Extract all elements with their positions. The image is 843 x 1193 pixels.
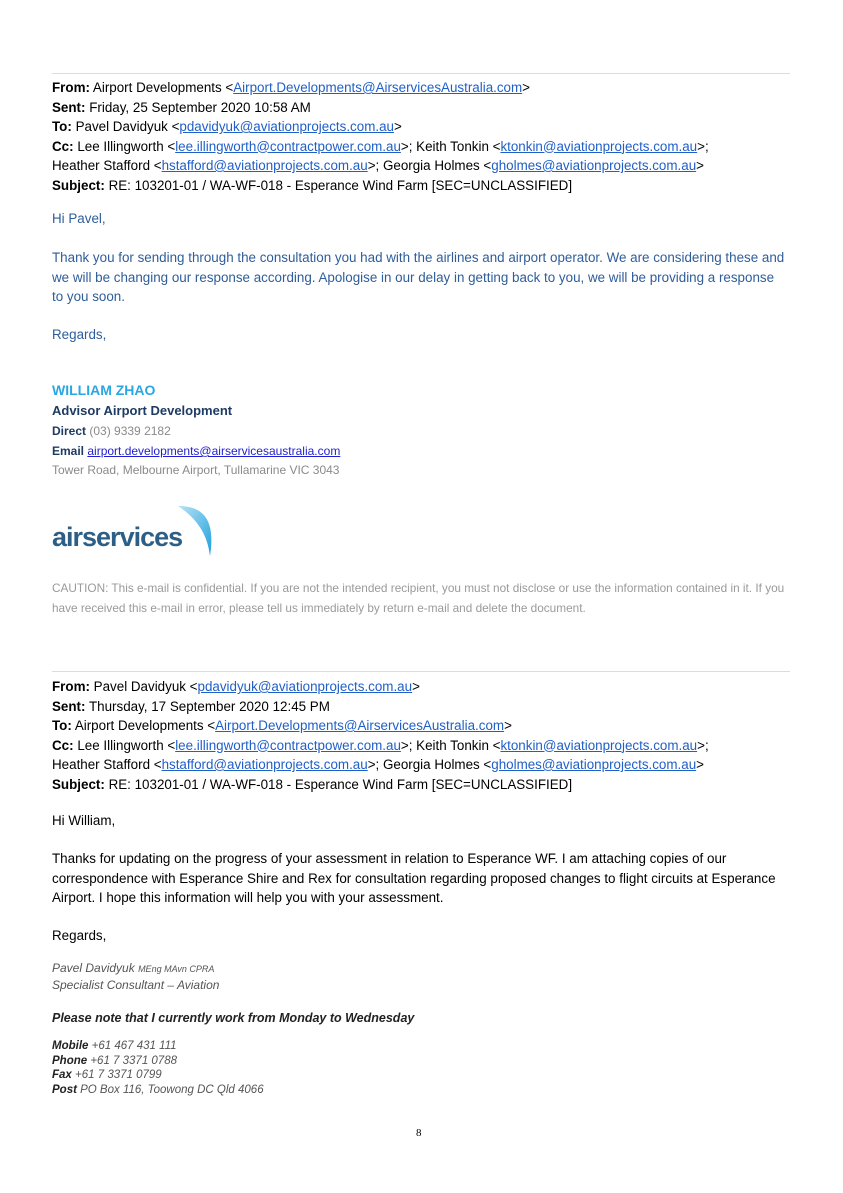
subject-line xyxy=(52,176,792,196)
cc-email-link[interactable]: ktonkin@aviationprojects.com.au xyxy=(500,138,698,154)
cc-name: >; Georgia Holmes < xyxy=(367,757,492,772)
sent-value: Friday, 25 September 2020 10:58 AM xyxy=(89,99,311,115)
signature-title: Advisor Airport Development xyxy=(52,403,233,418)
cc-email-link[interactable]: gholmes@aviationprojects.com.au xyxy=(491,158,697,173)
cc-email-link[interactable]: hstafford@aviationprojects.com.au xyxy=(161,158,368,173)
from-line: From: Airport Developments <Airport.Developments@AirservicesAustralia.com> xyxy=(52,80,530,95)
contact-fax xyxy=(52,1069,162,1081)
signature-email-link[interactable]: airport.developments@airservicesaustralia.com xyxy=(87,444,341,458)
from-email-link[interactable]: Airport.Developments@AirservicesAustralia.com xyxy=(233,80,523,95)
separator-line xyxy=(52,73,790,74)
fax-label: Fax xyxy=(52,1069,72,1081)
from-line: From: Pavel Davidyuk <pdavidyuk@aviationprojects.com.au> xyxy=(52,679,420,694)
sent-label: Sent: xyxy=(52,698,86,714)
contact-mobile xyxy=(52,1040,177,1052)
cc-name: Lee Illingworth < xyxy=(77,138,176,154)
cc-line: Cc: Lee Illingworth <lee.illingworth@contractpower.com.au>; Keith Tonkin <ktonkin@aviationprojects.com.au>; xyxy=(52,737,709,753)
closing: Regards, xyxy=(52,928,107,943)
sent-line xyxy=(52,697,792,717)
cc-name: Heather Stafford < xyxy=(52,158,162,173)
greeting: Hi Pavel, xyxy=(52,211,106,226)
from-name: Pavel Davidyuk < xyxy=(93,679,198,694)
email-label: Email xyxy=(52,444,85,458)
signature-direct xyxy=(52,424,171,438)
message-body: Thanks for updating on the progress of your assessment in relation to Esperance WF. I am attaching copies of our correspondence with Esperance Shire and Rex for consultation regarding proposed changes to flight circuits at Esperance Airport. I hope this information will help you with your assessment. xyxy=(52,851,776,905)
airservices-logo xyxy=(52,500,222,560)
post-label: Post xyxy=(52,1084,77,1096)
contact-post xyxy=(52,1084,264,1096)
direct-label: Direct xyxy=(52,424,87,438)
fax-value: +61 7 3371 0799 xyxy=(75,1069,162,1081)
sent-line xyxy=(52,98,792,118)
cc-name: Heather Stafford < xyxy=(52,757,162,772)
greeting: Hi William, xyxy=(52,813,116,828)
separator-line xyxy=(52,671,790,672)
subject-value: RE: 103201-01 / WA-WF-018 - Esperance Wind Farm [SEC=UNCLASSIFIED] xyxy=(108,776,573,792)
sent-value: Thursday, 17 September 2020 12:45 PM xyxy=(88,698,330,714)
signature-name: WILLIAM ZHAO xyxy=(52,382,156,398)
confidentiality-notice: CAUTION: This e-mail is confidential. If you are not the intended recipient, you must not disclose or use the information contained in it. If you have received this e-mail in error, please tell us immediately by return e-mail and delete the document. xyxy=(52,581,785,615)
closing: Regards, xyxy=(52,327,107,342)
cc-label: Cc: xyxy=(52,737,74,753)
phone-label: Phone xyxy=(52,1055,88,1067)
cc-line-continued: Heather Stafford <hstafford@aviationprojects.com.au>; Georgia Holmes <gholmes@aviationprojects.com.au> xyxy=(52,158,704,173)
cc-name: >; Georgia Holmes < xyxy=(367,158,492,173)
email-header-2 xyxy=(52,677,792,794)
to-name: Pavel Davidyuk < xyxy=(75,119,180,134)
message-body: Thank you for sending through the consultation you had with the airlines and airport operator. We are considering these and we will be changing our response according. Apologise in our delay in getting back to you, we will be providing a response to you soon. xyxy=(52,250,785,304)
to-label: To: xyxy=(52,718,72,733)
cc-name: Lee Illingworth < xyxy=(77,737,176,753)
from-name: Airport Developments < xyxy=(92,80,234,95)
address-value: Tower Road, Melbourne Airport, Tullamarine VIC 3043 xyxy=(52,463,340,477)
signature-role: Specialist Consultant – Aviation xyxy=(52,978,220,992)
mobile-label: Mobile xyxy=(52,1040,89,1052)
from-label: From: xyxy=(52,80,90,95)
subject-line xyxy=(52,775,792,795)
page-number: 8 xyxy=(416,1127,422,1139)
logo-text: airservices xyxy=(52,522,183,552)
to-label: To: xyxy=(52,119,72,134)
phone-value: +61 7 3371 0788 xyxy=(90,1055,177,1067)
cc-label: Cc: xyxy=(52,138,74,154)
cc-line-continued: Heather Stafford <hstafford@aviationprojects.com.au>; Georgia Holmes <gholmes@aviationprojects.com.au> xyxy=(52,757,704,772)
cc-email-link[interactable]: ktonkin@aviationprojects.com.au xyxy=(500,737,698,753)
cc-line: Cc: Lee Illingworth <lee.illingworth@contractpower.com.au>; Keith Tonkin <ktonkin@aviationprojects.com.au>; xyxy=(52,138,709,154)
cc-name: >; Keith Tonkin < xyxy=(400,737,501,753)
subject-label: Subject: xyxy=(52,177,105,193)
mobile-value: +61 467 431 111 xyxy=(91,1040,177,1052)
cc-email-link[interactable]: hstafford@aviationprojects.com.au xyxy=(161,757,368,772)
signature-name-text: Pavel Davidyuk xyxy=(52,961,135,975)
from-email-link[interactable]: pdavidyuk@aviationprojects.com.au xyxy=(197,679,413,694)
logo-swoosh-icon xyxy=(172,500,232,560)
cc-name: >; Keith Tonkin < xyxy=(400,138,501,154)
signature-address xyxy=(52,463,339,477)
cc-email-link[interactable]: lee.illingworth@contractpower.com.au xyxy=(175,737,401,753)
contact-phone xyxy=(52,1055,177,1067)
to-email-link[interactable]: Airport.Developments@AirservicesAustralia.com xyxy=(215,718,505,733)
signature-qualifications: MEng MAvn CPRA xyxy=(138,964,215,974)
to-line: To: Pavel Davidyuk <pdavidyuk@aviationprojects.com.au> xyxy=(52,119,402,134)
email-header-1 xyxy=(52,78,792,195)
post-value: PO Box 116, Toowong DC Qld 4066 xyxy=(80,1084,264,1096)
work-days-note: Please note that I currently work from Monday to Wednesday xyxy=(52,1011,415,1025)
cc-email-link[interactable]: gholmes@aviationprojects.com.au xyxy=(491,757,697,772)
from-label: From: xyxy=(52,679,90,694)
to-email-link[interactable]: pdavidyuk@aviationprojects.com.au xyxy=(179,119,394,134)
signature-email xyxy=(52,444,340,458)
subject-value: RE: 103201-01 / WA-WF-018 - Esperance Wind Farm [SEC=UNCLASSIFIED] xyxy=(108,177,573,193)
cc-email-link[interactable]: lee.illingworth@contractpower.com.au xyxy=(175,138,401,154)
sent-label: Sent: xyxy=(52,99,86,115)
signature-name xyxy=(52,961,214,975)
to-name: Airport Developments < xyxy=(74,718,216,733)
direct-value: (03) 9339 2182 xyxy=(89,424,171,438)
subject-label: Subject: xyxy=(52,776,105,792)
to-line: To: Airport Developments <Airport.Developments@AirservicesAustralia.com> xyxy=(52,718,512,733)
